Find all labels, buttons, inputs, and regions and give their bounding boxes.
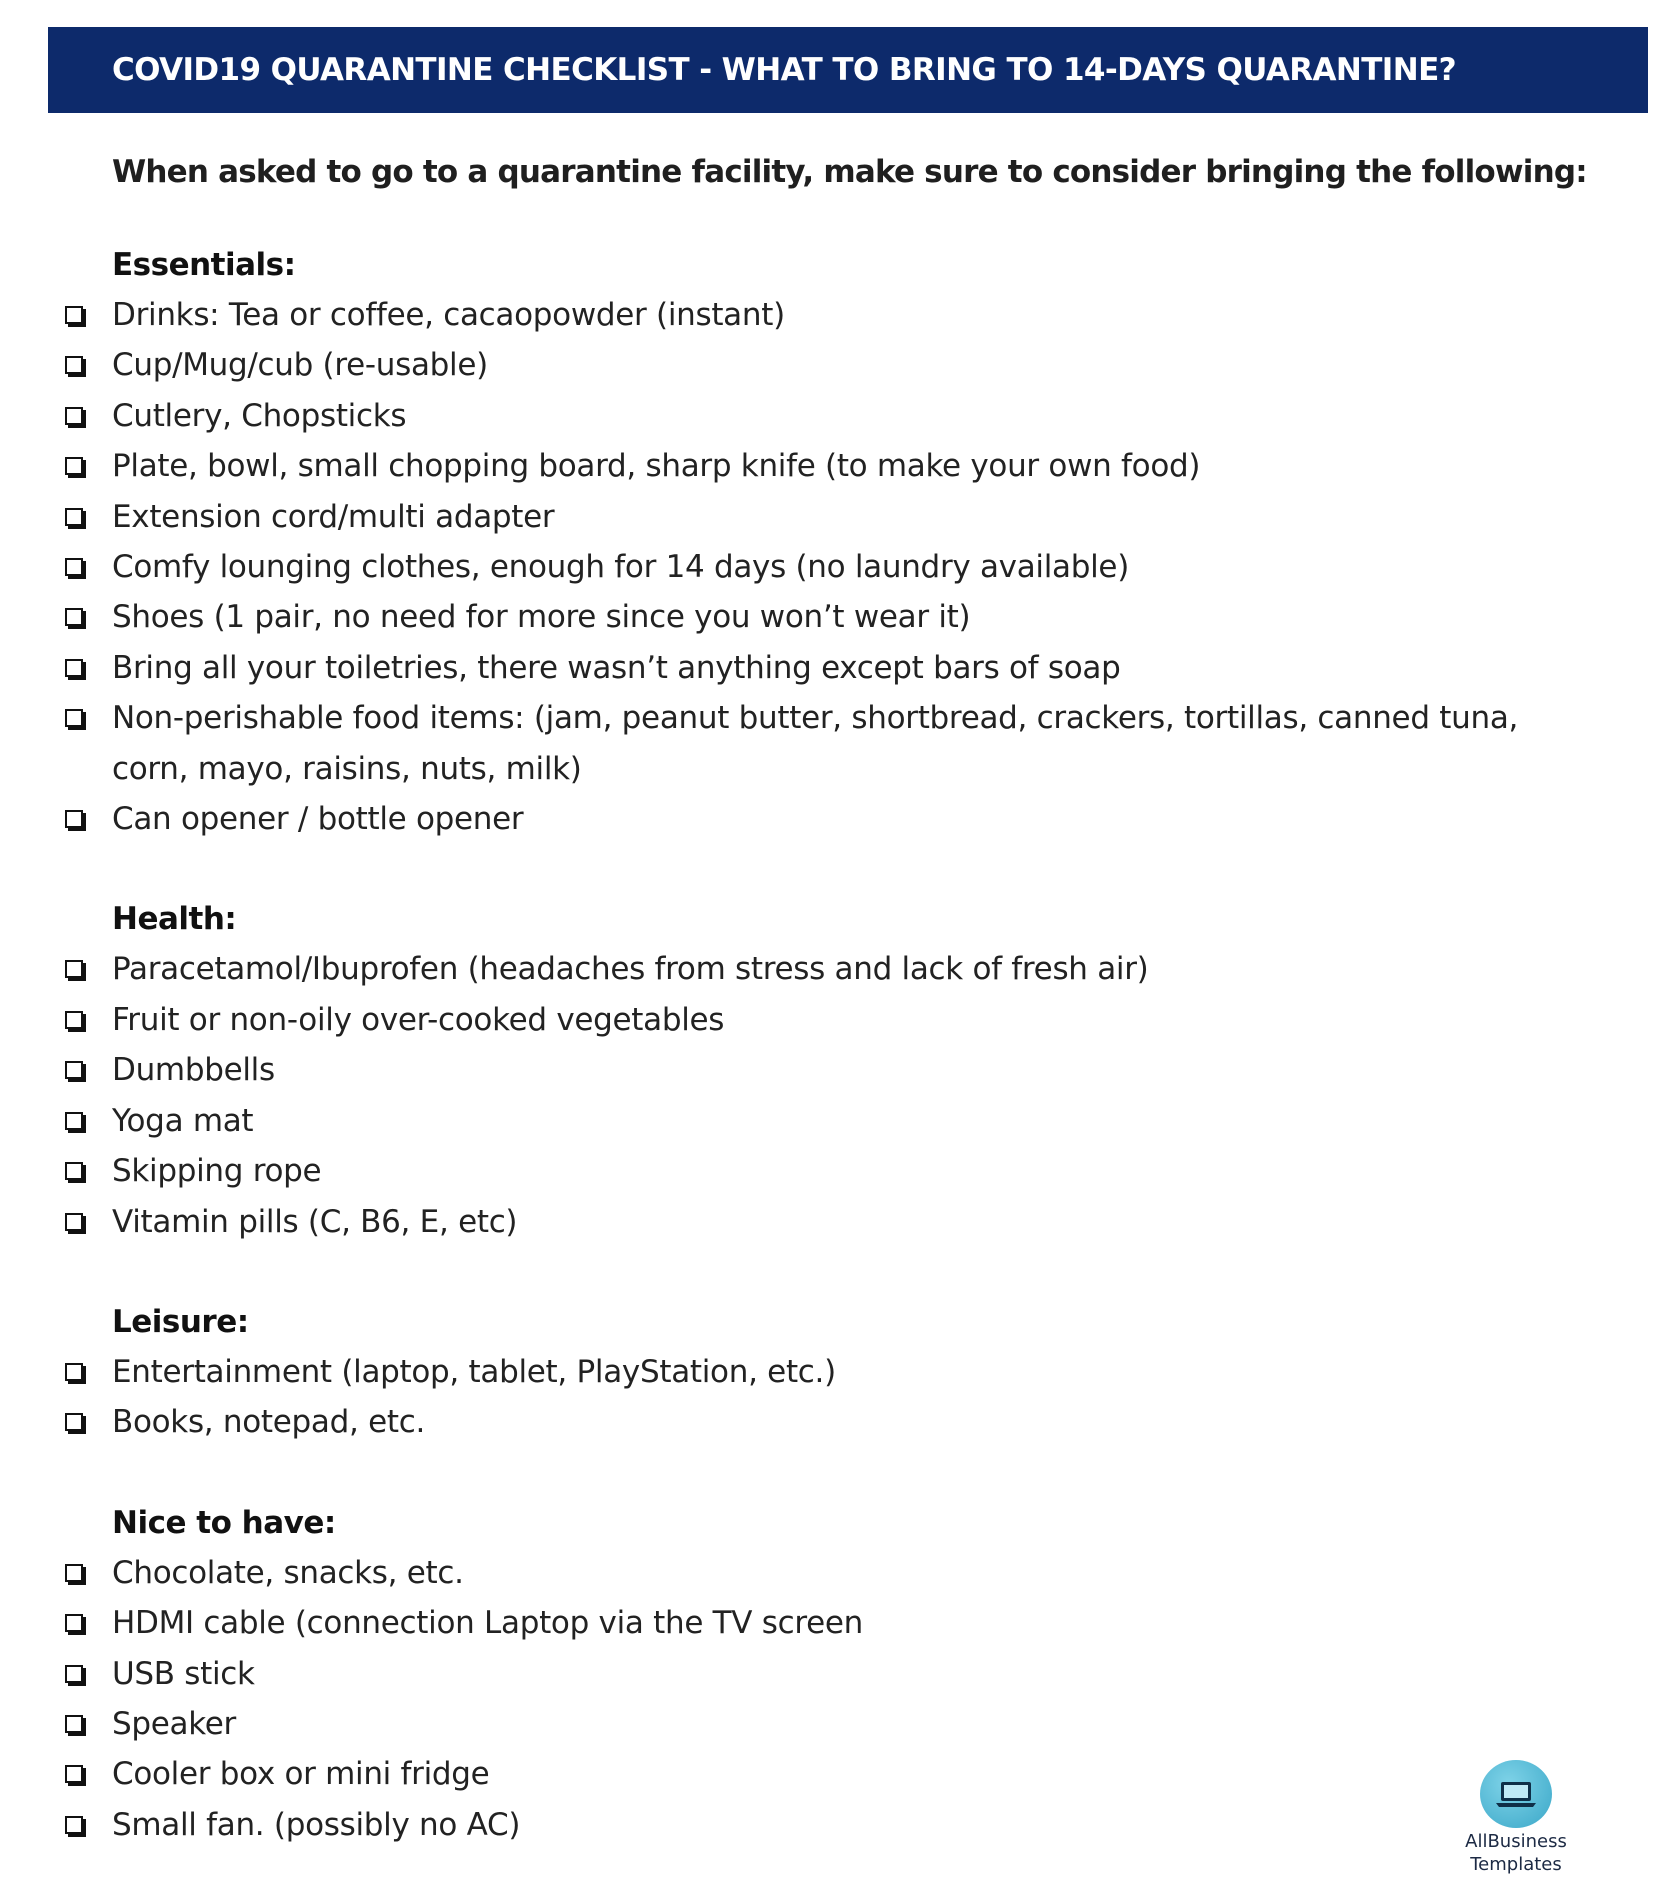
checklist-item <box>0 1397 1592 1447</box>
brand-logo <box>1452 1760 1580 1874</box>
checkbox[interactable] <box>65 1162 83 1180</box>
checklist-item-label: Books, notepad, etc. <box>112 1404 426 1441</box>
checklist-item-label: Small fan. (possibly no AC) <box>112 1806 521 1843</box>
checklist <box>0 240 1680 1900</box>
checkbox[interactable] <box>65 608 83 626</box>
checklist-item-label: Bring all your toiletries, there wasn’t anything except bars of soap <box>112 649 1121 686</box>
checkbox[interactable] <box>65 960 83 978</box>
checklist-item-label: Plate, bowl, small chopping board, sharp knife (to make your own food) <box>112 448 1201 485</box>
checklist-item-label: Comfy lounging clothes, enough for 14 days (no laundry available) <box>112 549 1130 586</box>
checklist-item <box>0 391 1592 441</box>
checklist-item <box>0 1699 1592 1749</box>
checklist-item-label: Yoga mat <box>112 1102 254 1139</box>
checklist-item-label: Paracetamol/Ibuprofen (headaches from stress and lack of fresh air) <box>112 951 1149 988</box>
checklist-items <box>0 1548 1680 1850</box>
checkbox[interactable] <box>65 306 83 324</box>
checkbox[interactable] <box>65 457 83 475</box>
checklist-section <box>0 240 1680 844</box>
checklist-item <box>0 542 1592 592</box>
checklist-item-label: Cooler box or mini fridge <box>112 1756 490 1793</box>
checklist-item <box>0 794 1592 844</box>
checklist-item <box>0 592 1592 642</box>
checkbox[interactable] <box>65 1363 83 1381</box>
checklist-item-label: Skipping rope <box>112 1153 322 1190</box>
checkbox[interactable] <box>65 659 83 677</box>
checklist-item <box>0 1197 1592 1247</box>
checklist-item <box>0 492 1592 542</box>
checklist-item-label: Can opener / bottle opener <box>112 801 524 838</box>
page-title: COVID19 QUARANTINE CHECKLIST - WHAT TO BRING TO 14-DAYS QUARANTINE? <box>112 52 1457 88</box>
checkbox[interactable] <box>65 356 83 374</box>
checklist-item <box>0 1146 1592 1196</box>
checklist-item-label: Shoes (1 pair, no need for more since you won’t wear it) <box>112 599 971 636</box>
checklist-item-label: HDMI cable (connection Laptop via the TV screen <box>112 1605 864 1642</box>
section-heading: Leisure: <box>112 1303 249 1340</box>
checkbox[interactable] <box>65 1665 83 1683</box>
checklist-item <box>0 340 1592 390</box>
checklist-item <box>0 944 1592 994</box>
checklist-item-label: Speaker <box>112 1705 236 1742</box>
checklist-item-label: Chocolate, snacks, etc. <box>112 1554 464 1591</box>
checkbox[interactable] <box>65 1564 83 1582</box>
checklist-section <box>0 1297 1680 1448</box>
checklist-section <box>0 894 1680 1246</box>
checkbox[interactable] <box>65 558 83 576</box>
checkbox[interactable] <box>65 508 83 526</box>
checkbox[interactable] <box>65 1413 83 1431</box>
checkbox[interactable] <box>65 1765 83 1783</box>
checklist-item <box>0 1649 1592 1699</box>
checklist-item <box>0 1347 1592 1397</box>
checkbox[interactable] <box>65 709 83 727</box>
checklist-item-label: Cutlery, Chopsticks <box>112 397 407 434</box>
checklist-section <box>0 1498 1680 1850</box>
checkbox[interactable] <box>65 1816 83 1834</box>
checklist-item-label: USB stick <box>112 1655 255 1692</box>
section-heading: Nice to have: <box>112 1504 336 1541</box>
checklist-item-label: Extension cord/multi adapter <box>112 498 555 535</box>
checklist-item-label: Drinks: Tea or coffee, cacaopowder (instant) <box>112 297 785 333</box>
checklist-item <box>0 1045 1592 1095</box>
checkbox[interactable] <box>65 1715 83 1733</box>
checkbox[interactable] <box>65 1213 83 1231</box>
checklist-items <box>0 1347 1680 1448</box>
checklist-item-label: Dumbbells <box>112 1052 275 1089</box>
checklist-items <box>0 944 1680 1246</box>
section-heading: Health: <box>112 901 237 938</box>
laptop-icon <box>1494 1779 1538 1809</box>
checkbox[interactable] <box>65 1061 83 1079</box>
section-heading: Essentials: <box>112 247 296 283</box>
checklist-item <box>0 1548 1592 1598</box>
checkbox[interactable] <box>65 1614 83 1632</box>
checklist-item <box>0 643 1592 693</box>
checkbox[interactable] <box>65 1011 83 1029</box>
logo-text-line2: Templates <box>1470 1854 1562 1875</box>
header-bar <box>48 27 1648 113</box>
checklist-item <box>0 1096 1592 1146</box>
checklist-item <box>0 995 1592 1045</box>
checklist-item-label: Non-perishable food items: (jam, peanut butter, shortbread, crackers, tortillas, canned tuna, corn, mayo, raisins, nuts, milk) <box>112 700 1519 787</box>
checklist-item-label: Vitamin pills (C, B6, E, etc) <box>112 1203 518 1240</box>
checklist-item <box>0 693 1592 794</box>
checklist-item-label: Entertainment (laptop, tablet, PlayStation, etc.) <box>112 1353 836 1390</box>
checklist-items <box>0 290 1680 844</box>
checklist-item-label: Cup/Mug/cub (re-usable) <box>112 347 488 384</box>
logo-text-line1: AllBusiness <box>1465 1831 1567 1852</box>
checklist-item-label: Fruit or non-oily over-cooked vegetables <box>112 1001 725 1038</box>
logo-badge <box>1480 1760 1552 1828</box>
checkbox[interactable] <box>65 1112 83 1130</box>
checkbox[interactable] <box>65 810 83 828</box>
checklist-item <box>0 1800 1592 1850</box>
checklist-item <box>0 441 1592 491</box>
checkbox[interactable] <box>65 407 83 425</box>
checklist-item <box>0 1749 1592 1799</box>
intro-text: When asked to go to a quarantine facility, make sure to consider bringing the following: <box>112 154 1587 190</box>
checklist-item <box>0 290 1592 340</box>
checklist-item <box>0 1598 1592 1648</box>
